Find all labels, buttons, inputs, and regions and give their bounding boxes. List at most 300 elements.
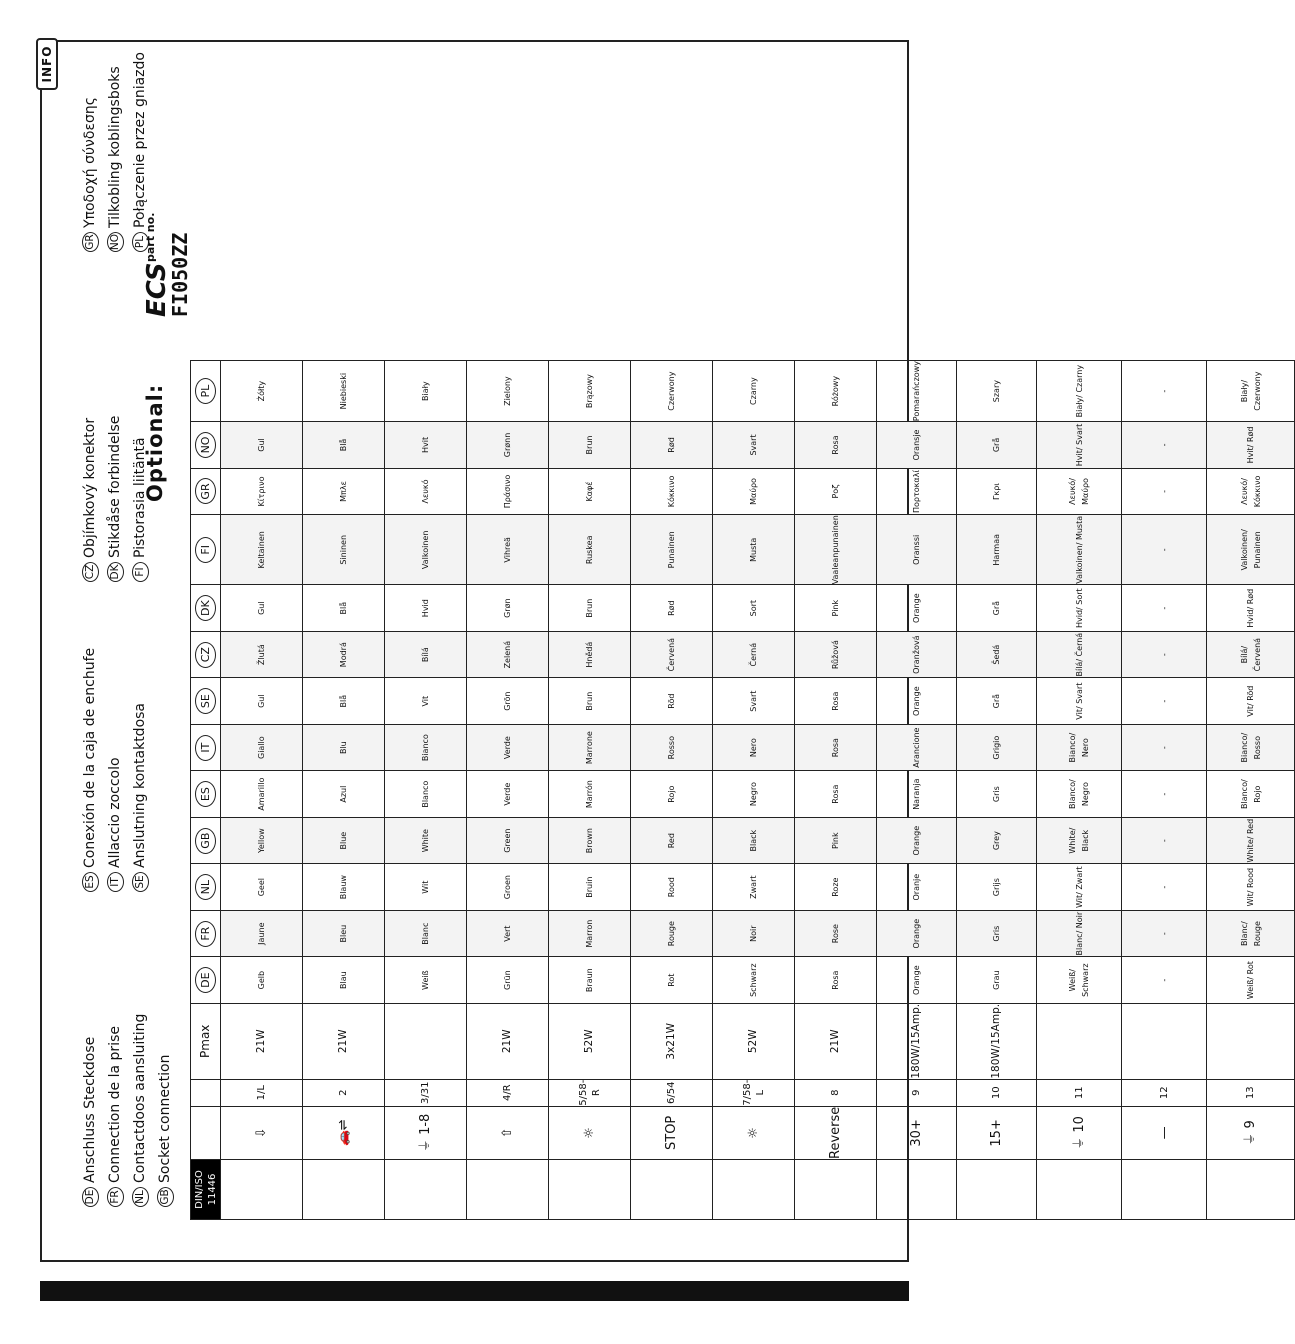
row-spacer bbox=[631, 1160, 713, 1220]
wire-color: White bbox=[385, 817, 467, 864]
wire-color: Grijs bbox=[957, 864, 1037, 911]
wire-color: Svart bbox=[713, 678, 795, 725]
wire-color: Hvit bbox=[385, 422, 467, 469]
wire-color: Hvid bbox=[385, 585, 467, 632]
part-number-label: part no. bbox=[144, 212, 157, 262]
wire-color: Blu bbox=[303, 724, 385, 771]
wire-color: Brun bbox=[549, 678, 631, 725]
row-spacer bbox=[549, 1160, 631, 1220]
wire-color: Biały bbox=[385, 361, 467, 422]
wire-color: Marron bbox=[549, 910, 631, 957]
pin-row bbox=[1207, 361, 1295, 1220]
wire-color: White/ Red bbox=[1207, 817, 1295, 864]
pmax-value: 21W bbox=[467, 1003, 549, 1079]
wire-color: Rojo bbox=[631, 771, 713, 818]
wire-color: - bbox=[1122, 724, 1207, 771]
legend-item-no bbox=[103, 52, 128, 252]
wire-color: - bbox=[1122, 771, 1207, 818]
pin-number: 12 bbox=[1122, 1079, 1207, 1106]
legend-text: Objímkový konektor bbox=[82, 417, 98, 558]
wire-color: Gelb bbox=[221, 957, 303, 1004]
wire-color: Ροζ bbox=[795, 468, 877, 515]
wire-color: Rot bbox=[631, 957, 713, 1004]
wire-color: Bianco/ Rosso bbox=[1207, 724, 1295, 771]
wire-color: Vaaleanpunainen bbox=[795, 515, 877, 585]
pmax-value bbox=[1207, 1003, 1295, 1079]
wire-color: Grønn bbox=[467, 422, 549, 469]
wire-color: Żółty bbox=[221, 361, 303, 422]
wire-color: Blå bbox=[303, 422, 385, 469]
wire-color: Brun bbox=[549, 585, 631, 632]
country-code-badge: PL bbox=[132, 232, 149, 252]
country-code-badge: NL bbox=[195, 874, 216, 900]
sun-icon: ☼ bbox=[713, 1106, 795, 1159]
wire-color: Wit bbox=[385, 864, 467, 911]
wire-color: Hnědá bbox=[549, 631, 631, 678]
wire-color: Červená bbox=[631, 631, 713, 678]
wire-color: Blanco bbox=[385, 771, 467, 818]
wire-color: Weiß/ Rot bbox=[1207, 957, 1295, 1004]
country-code-badge: GR bbox=[82, 232, 99, 252]
pmax-value: 21W bbox=[795, 1003, 877, 1079]
wire-color: Rød bbox=[631, 585, 713, 632]
wire-color: Πορτοκαλί bbox=[877, 468, 957, 515]
country-flag-dk bbox=[191, 585, 221, 632]
wire-color: Green bbox=[467, 817, 549, 864]
wire-color: Grå bbox=[957, 422, 1037, 469]
wire-color: Grå bbox=[957, 678, 1037, 725]
wire-color: Λευκό bbox=[385, 468, 467, 515]
wire-color: Verde bbox=[467, 771, 549, 818]
wire-color: Orange bbox=[877, 910, 957, 957]
legend-item-se bbox=[128, 648, 153, 892]
country-code-badge: GB bbox=[157, 1187, 174, 1207]
wire-color: Blanc/ Noir bbox=[1037, 910, 1122, 957]
wire-color: - bbox=[1122, 910, 1207, 957]
pin-number: 9 bbox=[877, 1079, 957, 1106]
wire-color: Oransje bbox=[877, 422, 957, 469]
wire-color: Verde bbox=[467, 724, 549, 771]
row-spacer bbox=[795, 1160, 877, 1220]
wire-color: Pomarańczowy bbox=[877, 361, 957, 422]
legend-item-gb bbox=[153, 1014, 178, 1207]
din-iso-header: DIN/ISO 11446 bbox=[191, 1160, 221, 1220]
legend-item-cz bbox=[78, 416, 103, 582]
wire-color: Grøn bbox=[467, 585, 549, 632]
country-code-badge: ES bbox=[195, 781, 216, 807]
wire-color: Marrone bbox=[549, 724, 631, 771]
pin-number: 2 bbox=[303, 1079, 385, 1106]
wire-color: Rosa bbox=[795, 678, 877, 725]
wire-color: Vihreä bbox=[467, 515, 549, 585]
row-spacer bbox=[1122, 1160, 1207, 1220]
wire-color: Wit/ Rood bbox=[1207, 864, 1295, 911]
country-code-badge: NL bbox=[132, 1187, 149, 1207]
wire-color: - bbox=[1122, 361, 1207, 422]
wire-color: Zwart bbox=[713, 864, 795, 911]
rotated-content bbox=[40, 40, 1262, 1262]
wire-color: Λευκό/ Κόκκινο bbox=[1207, 468, 1295, 515]
wire-color: Negro bbox=[713, 771, 795, 818]
pin-row bbox=[385, 361, 467, 1220]
wire-color: Pink bbox=[795, 817, 877, 864]
wire-color: Harmaa bbox=[957, 515, 1037, 585]
wire-color: Grön bbox=[467, 678, 549, 725]
pmax-value: 3x21W bbox=[631, 1003, 713, 1079]
wire-color: Blue bbox=[303, 817, 385, 864]
row-spacer bbox=[1037, 1160, 1122, 1220]
part-number: FI050ZZ bbox=[168, 232, 192, 317]
symbol-header-spacer bbox=[191, 1106, 221, 1159]
wire-color: Μπλε bbox=[303, 468, 385, 515]
country-code-badge: CZ bbox=[82, 562, 99, 582]
wire-color: - bbox=[1122, 585, 1207, 632]
wire-color: Blauw bbox=[303, 864, 385, 911]
wire-color: Καφέ bbox=[549, 468, 631, 515]
wire-color: Κόκκινο bbox=[631, 468, 713, 515]
wire-color: Gris bbox=[957, 910, 1037, 957]
wire-color: Różowy bbox=[795, 361, 877, 422]
legend-item-it bbox=[103, 648, 128, 892]
country-code-badge: NO bbox=[107, 232, 124, 252]
pin-row bbox=[467, 361, 549, 1220]
wire-color: Amarillo bbox=[221, 771, 303, 818]
wire-color: Czerwony bbox=[631, 361, 713, 422]
pin-row bbox=[221, 361, 303, 1220]
info-label: INFO bbox=[40, 45, 54, 83]
wire-color: Vert bbox=[467, 910, 549, 957]
wire-color: Bílá bbox=[385, 631, 467, 678]
wire-color: Blanc bbox=[385, 910, 467, 957]
pin-row bbox=[549, 361, 631, 1220]
stop-icon: STOP bbox=[631, 1106, 713, 1159]
legend-column-1 bbox=[78, 1014, 178, 1207]
wire-color: Wit/ Zwart bbox=[1037, 864, 1122, 911]
wire-color: Keltainen bbox=[221, 515, 303, 585]
wire-color: Gul bbox=[221, 422, 303, 469]
country-code-badge: DE bbox=[195, 967, 216, 993]
wire-color: Musta bbox=[713, 515, 795, 585]
ecs-logo: ECS bbox=[142, 262, 172, 317]
legend-item-es bbox=[78, 648, 103, 892]
wire-color: Weiß/ Schwarz bbox=[1037, 957, 1122, 1004]
wire-color: Μαύρο bbox=[713, 468, 795, 515]
wire-color: Black bbox=[713, 817, 795, 864]
country-flag-fi bbox=[191, 515, 221, 585]
pin-number: 4/R bbox=[467, 1079, 549, 1106]
wire-color: Grå bbox=[957, 585, 1037, 632]
pin-number: 11 bbox=[1037, 1079, 1122, 1106]
pin-number: 3/31 bbox=[385, 1079, 467, 1106]
wire-color: Czarny bbox=[713, 361, 795, 422]
country-code-badge: SE bbox=[132, 872, 149, 892]
wire-color: Roze bbox=[795, 864, 877, 911]
wire-color: Weiß bbox=[385, 957, 467, 1004]
pmax-value bbox=[385, 1003, 467, 1079]
legend-text: Połączenie przez gniazdo bbox=[132, 52, 148, 228]
legend-text: Contactdoos aansluiting bbox=[132, 1013, 148, 1183]
country-code-badge: DK bbox=[195, 595, 216, 621]
battery-icon: 30+ bbox=[877, 1106, 957, 1159]
wire-color: Brun bbox=[549, 422, 631, 469]
wire-color: Groen bbox=[467, 864, 549, 911]
wire-color: Oranssi bbox=[877, 515, 957, 585]
country-code-badge: GR bbox=[195, 478, 216, 504]
wire-color: Biały/ Czarny bbox=[1037, 361, 1122, 422]
wire-color: Modrá bbox=[303, 631, 385, 678]
legend-text: Stikdåse forbindelse bbox=[107, 415, 123, 558]
wire-color: Růžová bbox=[795, 631, 877, 678]
wire-color: Γκρι bbox=[957, 468, 1037, 515]
ground-icon: ⏚ 1-8 bbox=[385, 1106, 467, 1159]
country-code-badge: CZ bbox=[195, 642, 216, 668]
row-spacer bbox=[303, 1160, 385, 1220]
legend-item-de bbox=[78, 1014, 103, 1207]
sun-icon: ☼ bbox=[549, 1106, 631, 1159]
wire-color: Orange bbox=[877, 817, 957, 864]
wire-color: - bbox=[1122, 957, 1207, 1004]
wire-color: - bbox=[1122, 468, 1207, 515]
wire-color: Svart bbox=[713, 422, 795, 469]
pin-number: 13 bbox=[1207, 1079, 1295, 1106]
wire-color: Blanco/ Negro bbox=[1037, 771, 1122, 818]
legend-text: Socket connection bbox=[157, 1054, 173, 1183]
wire-color: Sininen bbox=[303, 515, 385, 585]
wire-color: - bbox=[1122, 864, 1207, 911]
wire-color: Oranje bbox=[877, 864, 957, 911]
wire-color: Λευκό/ Μαύρο bbox=[1037, 468, 1122, 515]
pmax-value: 52W bbox=[549, 1003, 631, 1079]
country-code-badge: ES bbox=[82, 872, 99, 892]
wire-color: - bbox=[1122, 817, 1207, 864]
country-code-badge: GB bbox=[195, 828, 216, 854]
wire-color: Rood bbox=[631, 864, 713, 911]
wire-color: Rød bbox=[631, 422, 713, 469]
country-flag-fr bbox=[191, 910, 221, 957]
legend-text: Connection de la prise bbox=[107, 1026, 123, 1183]
pin-row bbox=[877, 361, 957, 1220]
country-code-badge: DK bbox=[107, 562, 124, 582]
pin-number: 1/L bbox=[221, 1079, 303, 1106]
country-code-badge: FR bbox=[107, 1187, 124, 1207]
reverse-icon: Reverse bbox=[795, 1106, 877, 1159]
wire-color: Geel bbox=[221, 864, 303, 911]
legend-text: Tilkobling koblingsboks bbox=[107, 66, 123, 228]
wire-color: Rosso bbox=[631, 724, 713, 771]
wire-color: Red bbox=[631, 817, 713, 864]
pmax-value bbox=[1122, 1003, 1207, 1079]
wire-color: Orange bbox=[877, 585, 957, 632]
wire-color: Blå bbox=[303, 585, 385, 632]
pmax-value bbox=[1037, 1003, 1122, 1079]
pin-row bbox=[1037, 361, 1122, 1220]
legend-item-fr bbox=[103, 1014, 128, 1207]
optional-title: Optional: bbox=[143, 383, 167, 502]
row-spacer bbox=[957, 1160, 1037, 1220]
wire-color: Niebieski bbox=[303, 361, 385, 422]
pin-row bbox=[957, 361, 1037, 1220]
pin-row bbox=[1122, 361, 1207, 1220]
row-spacer bbox=[713, 1160, 795, 1220]
country-flag-gb bbox=[191, 817, 221, 864]
wire-color: Yellow bbox=[221, 817, 303, 864]
wire-color: Szary bbox=[957, 361, 1037, 422]
country-code-badge: FI bbox=[195, 537, 216, 563]
wire-color: White/ Black bbox=[1037, 817, 1122, 864]
wire-color: Jaune bbox=[221, 910, 303, 957]
legend-text: Anschluss Steckdose bbox=[82, 1036, 98, 1183]
legend-item-nl bbox=[128, 1014, 153, 1207]
line-icon: — bbox=[1122, 1106, 1207, 1159]
country-flag-es bbox=[191, 771, 221, 818]
wire-color: Rosa bbox=[795, 724, 877, 771]
wire-color: Zelená bbox=[467, 631, 549, 678]
wire-color: Gris bbox=[957, 771, 1037, 818]
wire-color: Vit/ Röd bbox=[1207, 678, 1295, 725]
country-flag-gr bbox=[191, 468, 221, 515]
row-spacer bbox=[1207, 1160, 1295, 1220]
wire-color: - bbox=[1122, 631, 1207, 678]
wire-color: Valkoinen/ Punainen bbox=[1207, 515, 1295, 585]
bottom-bar bbox=[40, 1281, 909, 1301]
pmax-value: 52W bbox=[713, 1003, 795, 1079]
country-flag-se bbox=[191, 678, 221, 725]
wire-color: Vit bbox=[385, 678, 467, 725]
wire-color: Punainen bbox=[631, 515, 713, 585]
arrow-up-icon: ⇧ bbox=[467, 1106, 549, 1159]
wire-color: Gul bbox=[221, 678, 303, 725]
country-code-badge: PL bbox=[195, 378, 216, 404]
legend-text: Allaccio zoccolo bbox=[107, 757, 123, 868]
country-flag-it bbox=[191, 724, 221, 771]
pmax-value: 21W bbox=[221, 1003, 303, 1079]
wire-color: Bruin bbox=[549, 864, 631, 911]
legend-text: Conexión de la caja de enchufe bbox=[82, 647, 98, 868]
pin-number: 10 bbox=[957, 1079, 1037, 1106]
ground-icon: ⏚ 9 bbox=[1207, 1106, 1295, 1159]
wire-color: Hvid/ Rød bbox=[1207, 585, 1295, 632]
wire-color: Braun bbox=[549, 957, 631, 1004]
wire-color: Schwarz bbox=[713, 957, 795, 1004]
legend-column-3 bbox=[78, 416, 153, 582]
legend-column-2 bbox=[78, 648, 153, 892]
country-flag-no bbox=[191, 422, 221, 469]
wire-color: Brązowy bbox=[549, 361, 631, 422]
pin-row bbox=[631, 361, 713, 1220]
legend-item-dk bbox=[103, 416, 128, 582]
ground-icon: ⏚ 10 bbox=[1037, 1106, 1122, 1159]
wire-color: - bbox=[1122, 515, 1207, 585]
wire-color: Bílá/ Červená bbox=[1207, 631, 1295, 678]
ignition-icon: 15+ bbox=[957, 1106, 1037, 1159]
wire-color: Grigio bbox=[957, 724, 1037, 771]
country-flag-nl bbox=[191, 864, 221, 911]
pin-header-spacer bbox=[191, 1079, 221, 1106]
wire-color: Naranja bbox=[877, 771, 957, 818]
wire-color: Grey bbox=[957, 817, 1037, 864]
wire-color: Bianco bbox=[385, 724, 467, 771]
pin-number: 8 bbox=[795, 1079, 877, 1106]
wire-color: Zielony bbox=[467, 361, 549, 422]
pmax-value: 180W/15Amp. bbox=[877, 1003, 957, 1079]
wire-color: Rosa bbox=[795, 422, 877, 469]
wiring-table bbox=[190, 360, 1295, 1220]
wire-color: Žlutá bbox=[221, 631, 303, 678]
wire-color: Valkoinen/ Musta bbox=[1037, 515, 1122, 585]
country-code-badge: NO bbox=[195, 432, 216, 458]
wire-color: Biały/ Czerwony bbox=[1207, 361, 1295, 422]
legend-text: Pistorasia liitäntä bbox=[132, 437, 148, 558]
pin-row bbox=[795, 361, 877, 1220]
legend-text: Υποδοχή σύνδεσης bbox=[82, 97, 98, 228]
arrow-down-icon: ⇩ bbox=[221, 1106, 303, 1159]
wire-color: Ruskea bbox=[549, 515, 631, 585]
country-flag-de bbox=[191, 957, 221, 1004]
wire-color: Grün bbox=[467, 957, 549, 1004]
wire-color: Marrón bbox=[549, 771, 631, 818]
wire-color: Blau bbox=[303, 957, 385, 1004]
wire-color: Κίτρινο bbox=[221, 468, 303, 515]
pin-number: 6/54 bbox=[631, 1079, 713, 1106]
wire-color: Giallo bbox=[221, 724, 303, 771]
wire-color: Grau bbox=[957, 957, 1037, 1004]
wire-color: Brown bbox=[549, 817, 631, 864]
wire-color: Gul bbox=[221, 585, 303, 632]
legend-item-gr bbox=[78, 52, 103, 252]
wire-color: Pink bbox=[795, 585, 877, 632]
wire-color: Bleu bbox=[303, 910, 385, 957]
pin-row bbox=[303, 361, 385, 1220]
wire-color: Sort bbox=[713, 585, 795, 632]
wire-color: Rosa bbox=[795, 771, 877, 818]
wire-color: Orange bbox=[877, 678, 957, 725]
wire-color: Blanco/ Rojo bbox=[1207, 771, 1295, 818]
wire-color: Rose bbox=[795, 910, 877, 957]
wire-color: Hvit/ Rød bbox=[1207, 422, 1295, 469]
country-flag-pl bbox=[191, 361, 221, 422]
row-spacer bbox=[385, 1160, 467, 1220]
wire-color: - bbox=[1122, 422, 1207, 469]
wire-color: Rosa bbox=[795, 957, 877, 1004]
wire-color: Hvit/ Svart bbox=[1037, 422, 1122, 469]
wire-color: Röd bbox=[631, 678, 713, 725]
country-code-badge: FI bbox=[132, 562, 149, 582]
wire-color: Arancione bbox=[877, 724, 957, 771]
pin-row bbox=[713, 361, 795, 1220]
row-spacer bbox=[467, 1160, 549, 1220]
wire-color: - bbox=[1122, 678, 1207, 725]
wire-color: Nero bbox=[713, 724, 795, 771]
pmax-value: 180W/15Amp. bbox=[957, 1003, 1037, 1079]
row-spacer bbox=[877, 1160, 957, 1220]
wire-color: Orange bbox=[877, 957, 957, 1004]
pmax-value: 21W bbox=[303, 1003, 385, 1079]
pin-number: 5/58-R bbox=[549, 1079, 631, 1106]
wire-color: Azul bbox=[303, 771, 385, 818]
legend-column-4 bbox=[78, 52, 153, 252]
wire-color: Černá bbox=[713, 631, 795, 678]
pin-number: 7/58-L bbox=[713, 1079, 795, 1106]
wire-color: Blanc/ Rouge bbox=[1207, 910, 1295, 957]
wire-color: Hvid/ Sort bbox=[1037, 585, 1122, 632]
wire-color: Šedá bbox=[957, 631, 1037, 678]
wire-color: Πράσινο bbox=[467, 468, 549, 515]
wire-color: Vit/ Svart bbox=[1037, 678, 1122, 725]
wire-color: Oranžová bbox=[877, 631, 957, 678]
wire-color: Bílá/ Černá bbox=[1037, 631, 1122, 678]
wire-color: Bianco/ Nero bbox=[1037, 724, 1122, 771]
wire-color: Blå bbox=[303, 678, 385, 725]
